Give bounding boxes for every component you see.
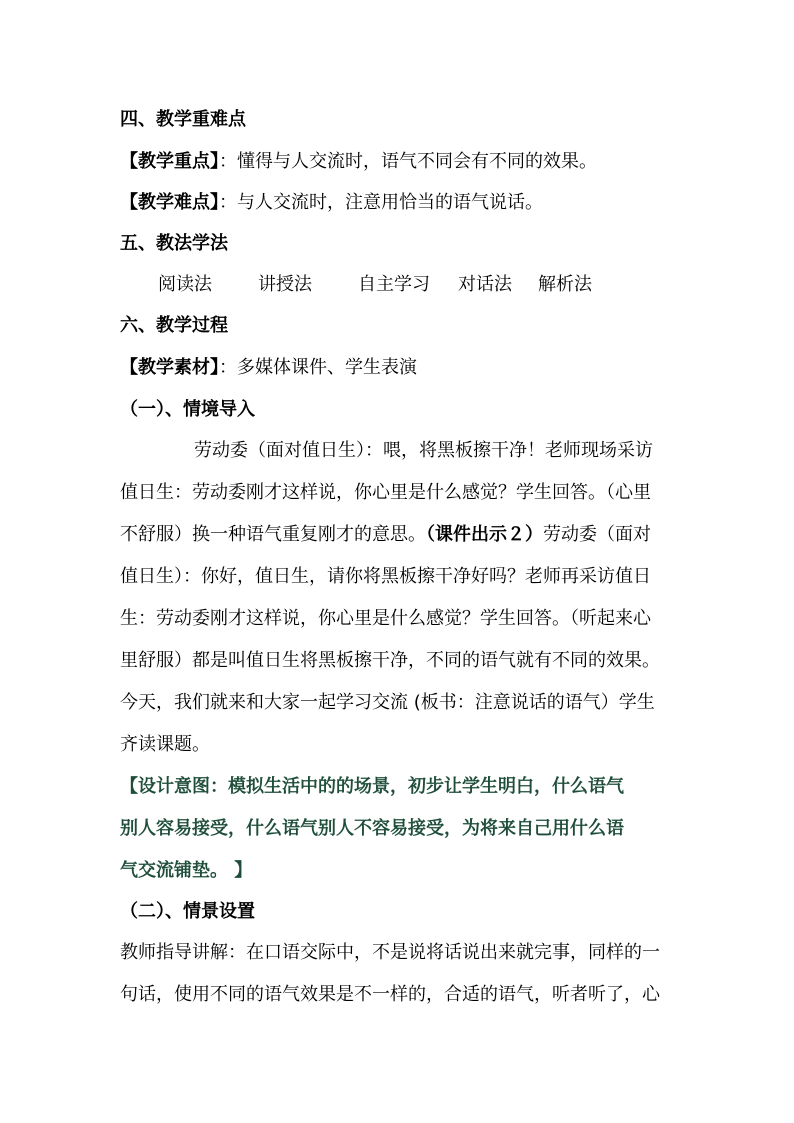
method-item: 自主学习 — [358, 274, 430, 295]
paragraph-line — [120, 521, 651, 549]
heading-teaching-methods: 五、教法学法 — [120, 233, 228, 254]
materials-label: 【教学素材】 — [120, 357, 219, 378]
method-item: 讲授法 — [258, 274, 312, 295]
paragraph-line: 值日生）：你好，值日生，请你将黑板擦干净好吗？老师再采访值日 — [120, 566, 651, 587]
design-intent-line: 别人容易接受，什么语气别人不容易接受，为将来自己用什么语 — [120, 818, 624, 839]
design-intent-line: 【设计意图：模拟生活中的的场景，初步让学生明白，什么语气 — [120, 776, 624, 797]
key-points-label: 【教学重点】 — [120, 151, 219, 172]
paragraph-line: 今天，我们就来和大家一起学习交流 (板书：注意说话的语气）学生 — [120, 692, 655, 713]
key-points-text: ：懂得与人交流时，语气不同会有不同的效果。 — [219, 151, 597, 172]
materials-text: ：多媒体课件、学生表演 — [219, 357, 417, 378]
paragraph-line: 句话，使用不同的语气效果是不一样的，合适的语气，听者听了，心 — [120, 984, 660, 1005]
design-intent-line: 气交流铺垫。 】 — [120, 860, 253, 881]
paragraph-line: 生：劳动委刚才这样说，你心里是什么感觉？学生回答。（听起来心 — [120, 608, 651, 629]
paragraph-line: 教师指导讲解：在口语交际中，不是说将话说出来就完事，同样的一 — [120, 942, 660, 963]
method-item: 解析法 — [538, 274, 592, 295]
difficult-points-line — [120, 189, 543, 217]
method-item: 阅读法 — [158, 274, 212, 295]
paragraph-text: 劳动委（面对 — [543, 524, 651, 545]
difficult-points-label: 【教学难点】 — [120, 192, 219, 213]
paragraph-text: 不舒服）换一种语气重复刚才的意思。 — [120, 524, 426, 545]
materials-line — [120, 354, 417, 382]
paragraph-line: 劳动委（面对值日生）：喂，将黑板擦干净！老师现场采访 — [194, 440, 653, 461]
courseware-callout: （课件出示２） — [426, 524, 543, 545]
key-points-line — [120, 148, 597, 176]
method-item: 对话法 — [458, 274, 512, 295]
heading-teaching-focus: 四、教学重难点 — [120, 109, 246, 130]
paragraph-line: 齐读课题。 — [120, 734, 210, 755]
section-scene-heading: （二）、情景设置 — [120, 901, 255, 922]
difficult-points-text: ：与人交流时，注意用恰当的语气说话。 — [219, 192, 543, 213]
paragraph-line: 值日生：劳动委刚才这样说，你心里是什么感觉？学生回答。（心里 — [120, 482, 651, 503]
section-intro-heading: （一）、情境导入 — [120, 399, 255, 420]
paragraph-line: 里舒服）都是叫值日生将黑板擦干净，不同的语气就有不同的效果。 — [120, 650, 660, 671]
heading-teaching-process: 六、教学过程 — [120, 315, 228, 336]
